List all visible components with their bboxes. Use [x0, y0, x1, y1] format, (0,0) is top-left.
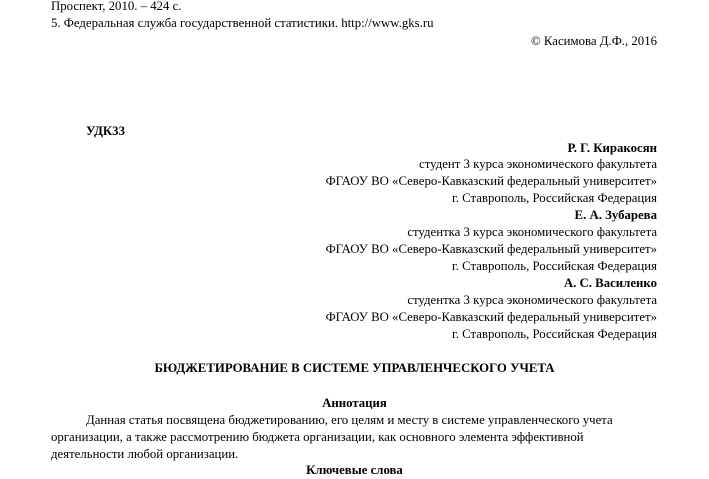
keywords-heading: Ключевые слова [306, 463, 403, 477]
reference-line-1: Проспект, 2010. – 424 с. [51, 0, 182, 13]
udk-code: УДК33 [86, 124, 125, 138]
author-name: Е. А. Зубарева [574, 208, 657, 222]
author-position: студент 3 курса экономического факультета [419, 157, 657, 171]
author-organization: ФГАОУ ВО «Северо-Кавказский федеральный университет» [325, 310, 657, 324]
copyright: © Касимова Д.Ф., 2016 [531, 34, 657, 48]
author-city: г. Ставрополь, Российская Федерация [451, 191, 657, 205]
abstract-heading: Аннотация [322, 396, 387, 410]
author-city: г. Ставрополь, Российская Федерация [451, 259, 657, 273]
author-organization: ФГАОУ ВО «Северо-Кавказский федеральный университет» [325, 174, 657, 188]
author-name: А. С. Василенко [563, 276, 657, 290]
author-position: студентка 3 курса экономического факультета [407, 225, 657, 239]
author-organization: ФГАОУ ВО «Северо-Кавказский федеральный университет» [325, 242, 657, 256]
abstract-line-1: Данная статья посвящена бюджетированию, его целям и месту в системе управленческого учета [86, 413, 613, 427]
article-title: БЮДЖЕТИРОВАНИЕ В СИСТЕМЕ УПРАВЛЕНЧЕСКОГО УЧЕТА [154, 361, 555, 375]
abstract-line-3: деятельности любой организации. [51, 447, 239, 461]
author-name: Р. Г. Киракосян [567, 141, 657, 155]
reference-line-2: 5. Федеральная служба государственной статистики. http://www.gks.ru [51, 16, 434, 30]
author-city: г. Ставрополь, Российская Федерация [451, 327, 657, 341]
author-position: студентка 3 курса экономического факультета [407, 293, 657, 307]
abstract-line-2: организации, а также рассмотрению бюджета организации, как основного элемента эффективной [51, 430, 584, 444]
